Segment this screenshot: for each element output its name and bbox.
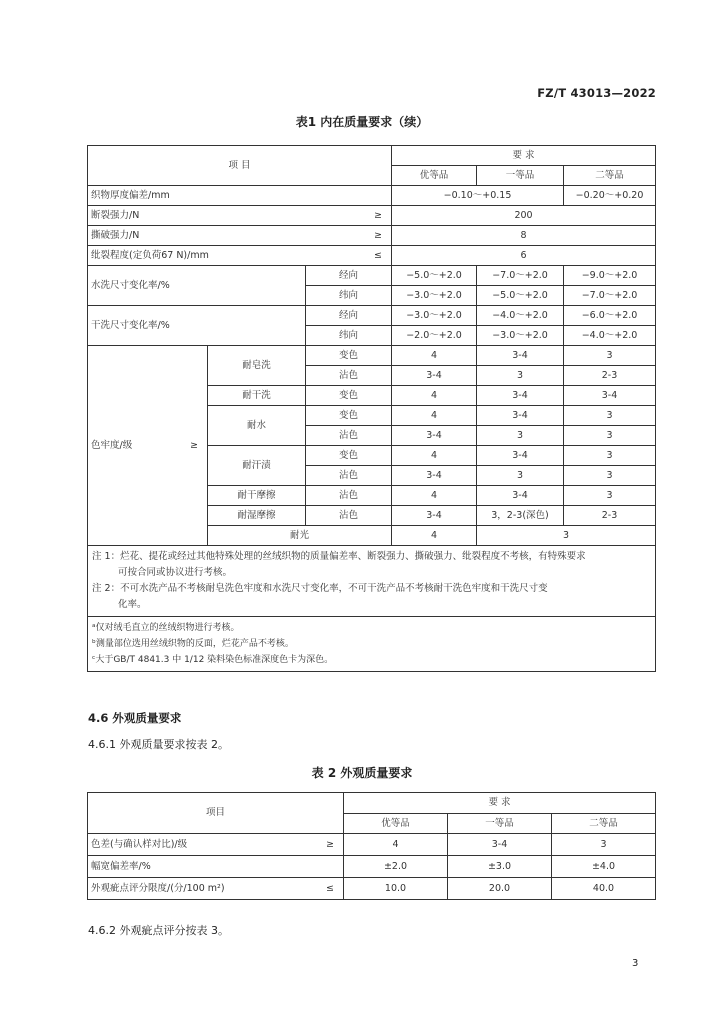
cell: 沾色	[306, 366, 392, 386]
table2-header-item: 项目	[88, 793, 344, 834]
grade-header: 二等品	[552, 814, 656, 834]
cell: 变色	[306, 386, 392, 406]
grade-header: 优等品	[392, 166, 477, 186]
cell: 变色	[306, 406, 392, 426]
cell: 3-4	[392, 466, 477, 486]
cell: −6.0～+2.0	[564, 306, 656, 326]
note-line: 注 1：烂花、提花或经过其他特殊处理的丝绒织物的质量偏差率、断裂强力、撕破强力、纰裂程度不考核，有特殊要求	[92, 551, 586, 562]
cell: 3-4	[477, 386, 564, 406]
cell: 纬向	[306, 326, 392, 346]
note-line: 注 2：不可水洗产品不考核耐皂洗色牢度和水洗尺寸变化率，不可干洗产品不考核耐干洗色牢度和干洗尺寸变	[92, 583, 548, 594]
grade-header: 一等品	[448, 814, 552, 834]
row-label: 纰裂程度(定负荷67 N)/mm ≤	[88, 246, 392, 266]
cell: −9.0～+2.0	[564, 266, 656, 286]
cell: 4	[392, 346, 477, 366]
row-label: 色差(与确认样对比)/级 ≥	[88, 834, 344, 856]
cell: −3.0～+2.0	[477, 326, 564, 346]
cell: 3	[564, 406, 656, 426]
cell: 耐水	[208, 406, 306, 446]
row-label: 幅宽偏差率/%	[88, 856, 344, 878]
row-label: 断裂强力/N ≥	[88, 206, 392, 226]
cell: −5.0～+2.0	[392, 266, 477, 286]
cell: −3.0～+2.0	[392, 286, 477, 306]
row-label: 水洗尺寸变化率/%	[88, 266, 306, 306]
cell: 3	[477, 426, 564, 446]
cell: 2-3	[564, 506, 656, 526]
cell: −4.0～+2.0	[564, 326, 656, 346]
cell: 沾色	[306, 466, 392, 486]
cell: 3	[564, 466, 656, 486]
table-2	[87, 792, 656, 900]
table-row	[88, 206, 656, 226]
grade-header: 优等品	[344, 814, 448, 834]
cell: 沾色	[306, 506, 392, 526]
cell: 变色	[306, 346, 392, 366]
table2-caption: 表 2 外观质量要求	[311, 766, 413, 780]
cell: 20.0	[448, 878, 552, 900]
grade-header: 二等品	[564, 166, 656, 186]
table1-header-item: 项 目	[88, 146, 392, 186]
cell: 10.0	[344, 878, 448, 900]
note-line: 化率。	[118, 599, 147, 610]
cell: 3-4	[392, 426, 477, 446]
table-row	[88, 834, 656, 856]
cell: −0.20～+0.20	[564, 186, 656, 206]
cell: 40.0	[552, 878, 656, 900]
cell: −4.0～+2.0	[477, 306, 564, 326]
cell: 3	[564, 426, 656, 446]
cell: 3-4	[477, 406, 564, 426]
table-row	[88, 306, 656, 326]
cell: −7.0～+2.0	[564, 286, 656, 306]
grade-header: 一等品	[477, 166, 564, 186]
cell: 3-4	[564, 386, 656, 406]
cell: 3-4	[392, 366, 477, 386]
footnote: ᵃ仅对绒毛直立的丝绒织物进行考核。	[92, 623, 240, 633]
cell: 3	[564, 486, 656, 506]
cell: 经向	[306, 306, 392, 326]
cell: −5.0～+2.0	[477, 286, 564, 306]
row-label: 撕破强力/N ≥	[88, 226, 392, 246]
cell: 200	[392, 206, 656, 226]
cell: 4	[392, 386, 477, 406]
row-label: 色牢度/级 ≥	[88, 346, 208, 546]
table-row	[88, 878, 656, 900]
table1-footnotes	[88, 617, 656, 672]
cell: −3.0～+2.0	[392, 306, 477, 326]
cell: 3	[477, 466, 564, 486]
paragraph: 4.6.1 外观质量要求按表 2。	[88, 738, 229, 751]
cell: ±4.0	[552, 856, 656, 878]
cell: 沾色	[306, 426, 392, 446]
note-line: 可按合同或协议进行考核。	[118, 567, 233, 578]
cell: 3-4	[448, 834, 552, 856]
standard-code: FZ/T 43013—2022	[537, 86, 656, 100]
table-row	[88, 186, 656, 206]
cell: 耐光	[208, 526, 392, 546]
cell: 3，2-3(深色)	[477, 506, 564, 526]
table-row	[88, 246, 656, 266]
footnote: ᵇ测量部位选用丝绒织物的反面，烂花产品不考核。	[92, 639, 294, 649]
cell: 3	[564, 346, 656, 366]
table-row	[88, 266, 656, 286]
cell: 经向	[306, 266, 392, 286]
cell: ±2.0	[344, 856, 448, 878]
cell: 4	[392, 406, 477, 426]
cell: 3-4	[477, 346, 564, 366]
cell: 耐干洗	[208, 386, 306, 406]
cell: 2-3	[564, 366, 656, 386]
cell: 3	[564, 446, 656, 466]
row-label: 织物厚度偏差/mm	[88, 186, 392, 206]
cell: 8	[392, 226, 656, 246]
cell: 4	[392, 446, 477, 466]
section-heading: 4.6 外观质量要求	[88, 711, 182, 725]
table1-caption: 表1 内在质量要求（续）	[295, 115, 429, 129]
cell: 4	[392, 526, 477, 546]
cell: 3-4	[477, 446, 564, 466]
cell: 变色	[306, 446, 392, 466]
cell: 沾色	[306, 486, 392, 506]
cell: 耐皂洗	[208, 346, 306, 386]
table-row	[88, 856, 656, 878]
row-label: 外观疵点评分限度/(分/100 m²) ≤	[88, 878, 344, 900]
page-number: 3	[632, 958, 639, 969]
cell: 3	[552, 834, 656, 856]
cell: −7.0～+2.0	[477, 266, 564, 286]
table-row	[88, 226, 656, 246]
cell: 3-4	[392, 506, 477, 526]
cell: −0.10～+0.15	[392, 186, 564, 206]
cell: 4	[344, 834, 448, 856]
table1-notes	[88, 546, 656, 617]
cell: 3	[477, 526, 656, 546]
paragraph: 4.6.2 外观疵点评分按表 3。	[88, 924, 229, 937]
footnote: ᶜ大于GB/T 4841.3 中 1/12 染料染色标准深度色卡为深色。	[92, 655, 334, 665]
cell: 6	[392, 246, 656, 266]
table1-header-req: 要 求	[392, 146, 656, 166]
cell: 耐汗渍	[208, 446, 306, 486]
cell: 耐湿摩擦	[208, 506, 306, 526]
cell: 纬向	[306, 286, 392, 306]
cell: 4	[392, 486, 477, 506]
cell: 耐干摩擦	[208, 486, 306, 506]
cell: −2.0～+2.0	[392, 326, 477, 346]
cell: ±3.0	[448, 856, 552, 878]
table-row	[88, 346, 656, 366]
cell: 3	[477, 366, 564, 386]
table-1	[87, 145, 656, 672]
row-label: 干洗尺寸变化率/%	[88, 306, 306, 346]
cell: 3-4	[477, 486, 564, 506]
table2-header-req: 要 求	[344, 793, 656, 814]
